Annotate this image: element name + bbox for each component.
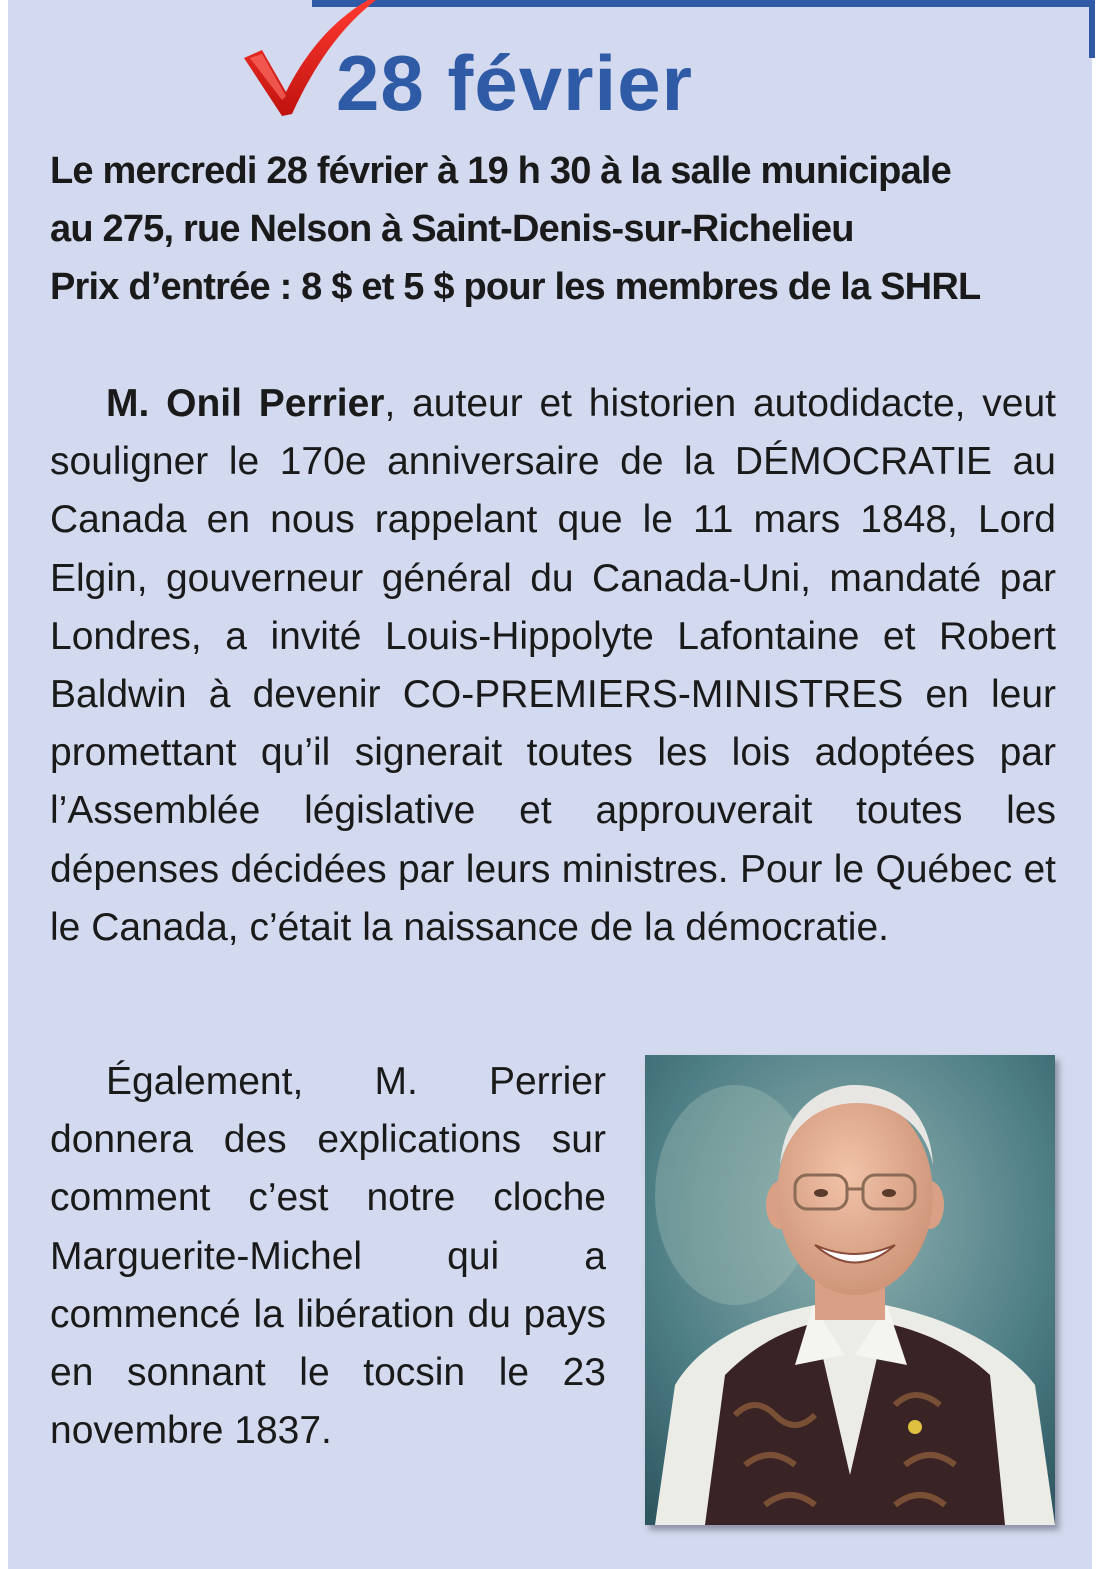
top-accent-bar [312, 0, 1092, 7]
event-info [50, 142, 1058, 316]
speaker-name: M. Onil Perrier [106, 382, 385, 425]
event-price-line: Prix d’entrée : 8 $ et 5 $ pour les membres de la SHRL [50, 266, 981, 308]
paragraph-bell-text: Également, M. Perrier donnera des explications sur comment c’est notre cloche Marguerite-Michel qui a commencé la libération du pays en sonnant le tocsin le 23 novembre 1837. [50, 1060, 606, 1453]
paragraph-bell [50, 1053, 606, 1460]
paragraph-democracy [50, 375, 1056, 957]
event-address-line: au 275, rue Nelson à Saint-Denis-sur-Richelieu [50, 208, 854, 250]
right-accent-bar [1089, 0, 1095, 58]
paragraph-democracy-text: , auteur et historien autodidacte, veut souligner le 170e anniversaire de la DÉMOCRATIE au Canada en nous rappelant que le 11 mars 1848, Lord Elgin, gouverneur général du Canada-Uni, mandaté par Londres, a invité Louis-Hippolyte Lafontaine et Robert Baldwin à devenir CO-PREMIERS-MINISTRES en leur promettant qu’il signerait toutes les lois adoptées par l’Assemblée législative et approuverait toutes les dépenses décidées par leurs ministres. Pour le Québec et le Canada, c’était la naissance de la démocratie. [50, 382, 1056, 949]
speaker-photo [645, 1055, 1055, 1525]
page-title: 28 février [336, 39, 693, 127]
event-date-line: Le mercredi 28 février à 19 h 30 à la salle municipale [50, 150, 951, 192]
